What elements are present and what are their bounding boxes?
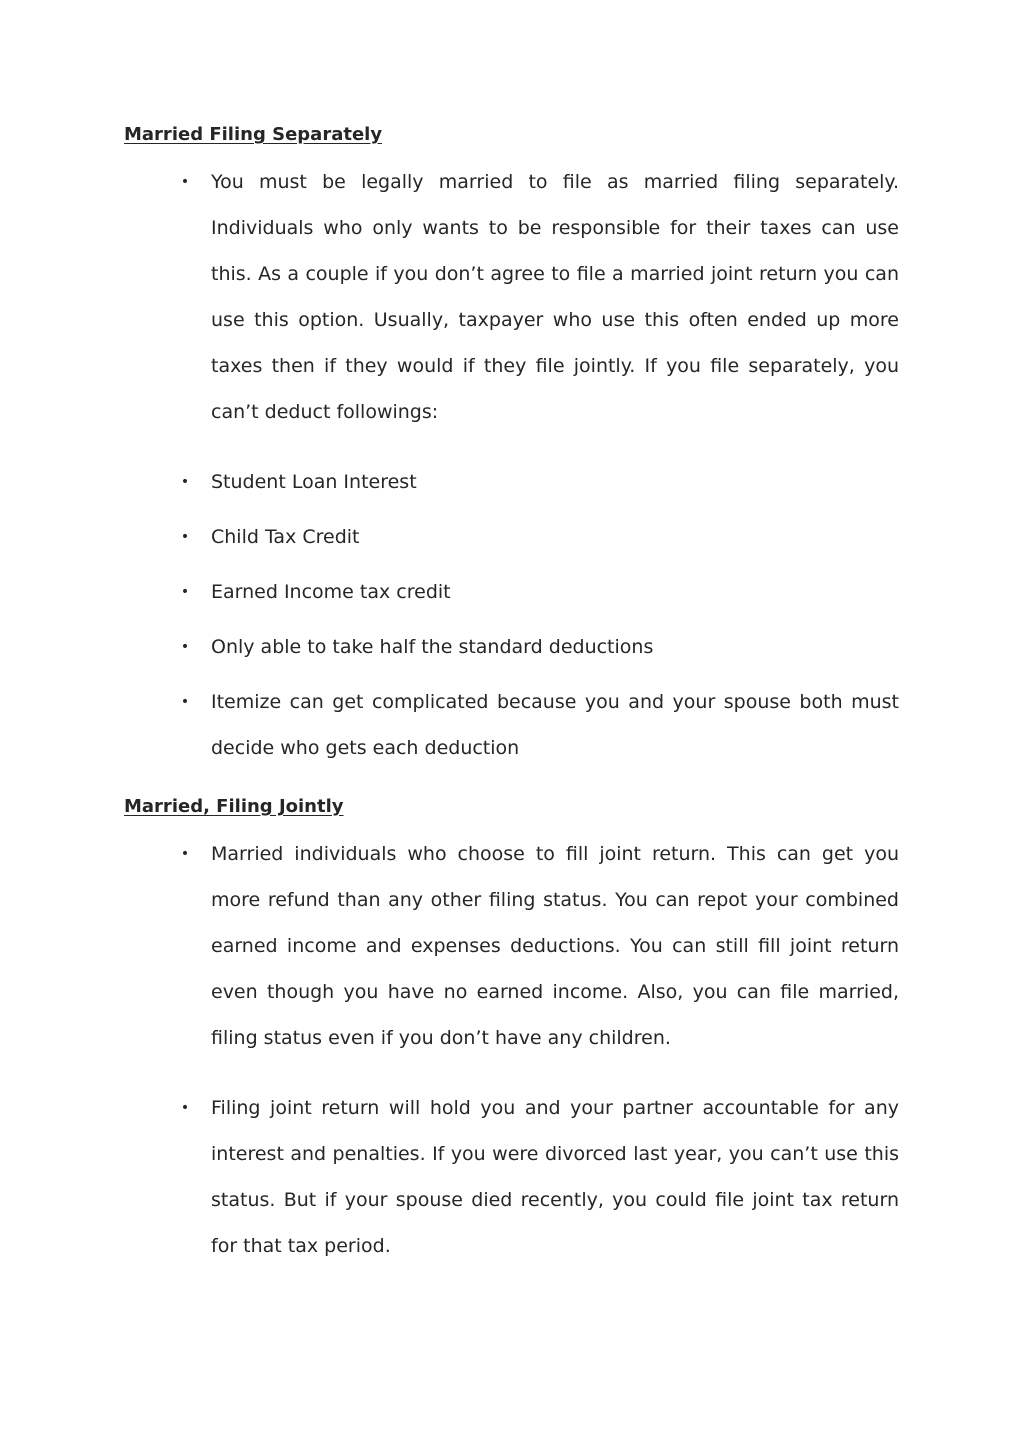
bullet-icon: • — [180, 529, 190, 545]
bullet-icon: • — [180, 1100, 190, 1116]
bullet-icon: • — [180, 846, 190, 862]
bullet-icon: • — [180, 584, 190, 600]
list-item-separately-overview: You must be legally married to file as married filing separately. Individuals who only wants to be responsible for their taxes can use this. As a couple if you don’t agree to file a married joint return you can use this option. Usually, taxpayer who use this often ended up more taxes then if they would if they file jointly. If you file separately, you can’t deduct followings: — [211, 171, 899, 423]
list-item-earned-income-credit: Earned Income tax credit — [211, 581, 451, 603]
bullet-icon: • — [180, 694, 190, 710]
bullet-icon: • — [180, 174, 190, 190]
list-item-student-loan-interest: Student Loan Interest — [211, 471, 417, 493]
list-item-child-tax-credit: Child Tax Credit — [211, 526, 360, 548]
list-item-half-standard-deduction: Only able to take half the standard deductions — [211, 636, 654, 658]
bullet-icon: • — [180, 474, 190, 490]
section-heading-married-filing-separately: Married Filing Separately — [124, 124, 383, 145]
section-heading-married-filing-jointly: Married, Filing Jointly — [124, 796, 344, 817]
list-item-joint-accountability: Filing joint return will hold you and your partner accountable for any interest and penalties. If you were divorced last year, you can’t use this status. But if your spouse died recently, you could file joint tax return for that tax period. — [211, 1097, 899, 1257]
bullet-icon: • — [180, 639, 190, 655]
list-item-itemize-complicated: Itemize can get complicated because you and your spouse both must decide who gets each deduction — [211, 691, 899, 759]
list-item-jointly-overview: Married individuals who choose to fill joint return. This can get you more refund than any other filing status. You can repot your combined earned income and expenses deductions. You can still fill joint return even though you have no earned income. Also, you can file married, filing status even if you don’t have any children. — [211, 843, 899, 1049]
